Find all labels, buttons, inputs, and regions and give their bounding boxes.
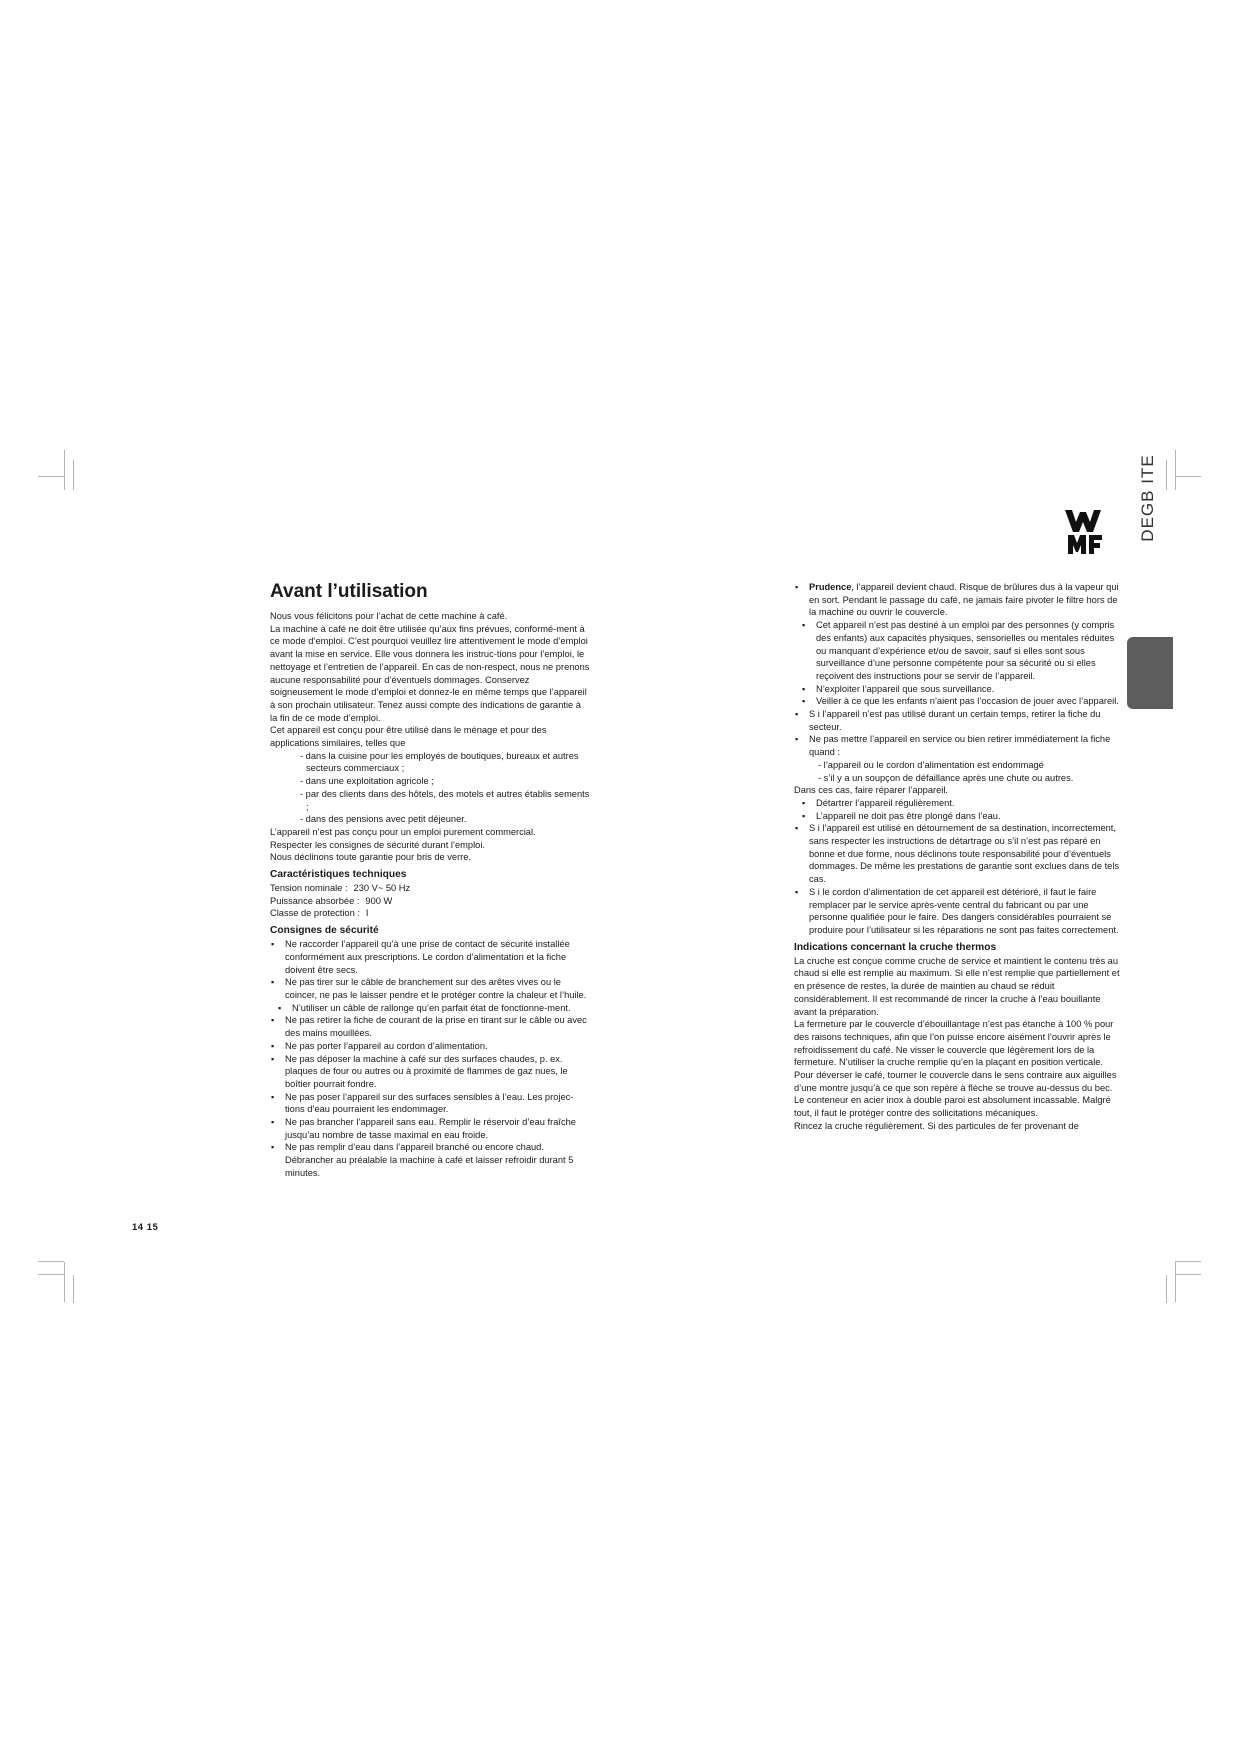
- crop-mark: [73, 1275, 74, 1303]
- spec-label: Puissance absorbée :: [270, 895, 360, 906]
- section-tab: [1127, 637, 1173, 709]
- crop-mark: [1166, 460, 1167, 490]
- left-column: [270, 580, 590, 1180]
- use-item: - dans des pensions avec petit déjeuner.: [300, 814, 467, 825]
- language-codes: [1138, 448, 1158, 548]
- safety-item: ▪ Ne pas brancher l’appareil sans eau. Remplir le réservoir d’eau fraîche jusqu’au nombre de tasse maximal en eau froide.: [270, 1116, 590, 1141]
- safety-item: ▪ Détartrer l’appareil régulièrement.: [794, 797, 1124, 810]
- prudence-text: , l’appareil devient chaud. Risque de brûlures dus à la vapeur qui en sort. Pendant le passage du café, ne jamais faire pivoter le filtre hors de la machine ou ouvrir le couvercle.: [809, 582, 1119, 618]
- crop-mark: [1166, 1275, 1167, 1303]
- safety-item: ▪ Ne pas mettre l’appareil en service ou bien retirer immédiatement la fiche quand :: [794, 733, 1124, 758]
- use-item: - par des clients dans des hôtels, des motels et autres établis sements ;: [300, 788, 590, 812]
- safety-item: ▪ Ne pas tirer sur le câble de branchement sur des arêtes vives ou le coincer, ne pas le laisser pendre et le protéger contre la chaleur et l’huile.: [270, 976, 590, 1001]
- spec-value: 230 V~ 50 Hz: [353, 883, 411, 894]
- safety-item: ▪ Ne pas poser l’appareil sur des surfaces sensibles à l’eau. Les projec-tions d’eau pourraient les endommager.: [270, 1091, 590, 1116]
- safety-item: ▪ L’appareil ne doit pas être plongé dans l’eau.: [794, 810, 1124, 823]
- spec-label: Tension nominale :: [270, 883, 348, 894]
- language-codes-text: DEGB ITE: [1138, 454, 1157, 542]
- thermos-paragraph: La cruche est conçue comme cruche de service et maintient le contenu très au chaud si elle est remplie au maximum. Si elle n’est remplie que partiellement et en présence de restes, la durée de maintien au chaud se réduit considérablement. Il est recommandé de rincer la cruche à l’eau bouillante avant la préparation.: [794, 955, 1120, 1017]
- spec-value: 900 W: [365, 895, 393, 906]
- safety-item: ▪ Veiller à ce que les enfants n’aient pas l’occasion de jouer avec l’appareil.: [794, 695, 1124, 708]
- safety-item: ▪ S i l’appareil n’est pas utilisé durant un certain temps, retirer la fiche du secteur.: [794, 708, 1124, 733]
- right-column: [794, 581, 1124, 1133]
- outro-paragraph: Nous déclinons toute garantie pour bris de verre.: [270, 852, 472, 863]
- intro-paragraph: La machine à café ne doit être utilisée qu’aux fins prévues, conformé-ment à ce mode d’emploi. C’est pourquoi veuillez lire attentivement le mode d’emploi avant la mise en service. Elle vous donnera les instruc-tions pour l’emploi, le nettoyage et l’entretien de l’appareil. En cas de non-respect, nous ne prenons aucune responsabilité pour d’éventuels dommages. Conservez soigneusement le mode d’emploi et donnez-le en même temps que l’appareil à son prochain utilisateur. Tenez aussi compte des indications de garantie à la fin de ce mode d’emploi.: [270, 623, 590, 723]
- safety-item: ▪ Ne pas remplir d’eau dans l’appareil branché ou encore chaud. Débrancher au préalable la machine à café et laisser refroidir durant 5 minutes.: [270, 1141, 590, 1179]
- wmf-logo-icon: [1063, 508, 1107, 561]
- crop-mark: [38, 1261, 64, 1262]
- crop-mark: [1175, 1261, 1201, 1262]
- intro-paragraph: Cet appareil est conçu pour être utilisé dans le ménage et pour des applications similaires, telles que: [270, 725, 547, 749]
- use-item: - dans la cuisine pour les employés de boutiques, bureaux et autres secteurs commerciaux ;: [300, 750, 579, 774]
- intro-paragraph: Nous vous félicitons pour l’achat de cette machine à café.: [270, 611, 508, 621]
- defect-item: - l’appareil ou le cordon d’alimentation est endommagé: [818, 759, 1044, 770]
- page-numbers: 14 15: [132, 1222, 159, 1233]
- safety-item: ▪ Cet appareil n’est pas destiné à un emploi par des personnes (y compris des enfants) aux capacités physiques, sensorielles ou mentales réduites ou manquant d’expérience et/ou de savoir, sauf si elles sont sous surveillance d’une personne compétente pour sa sécurité ou si elles reçoivent des instructions pour se servir de l’appareil.: [794, 619, 1124, 683]
- crop-mark: [1175, 1262, 1176, 1302]
- spec-label: Classe de protection :: [270, 908, 360, 919]
- thermos-paragraph: Rincez la cruche régulièrement. Si des particules de fer provenant de: [794, 1120, 1079, 1131]
- crop-mark: [38, 1274, 64, 1275]
- crop-mark: [73, 460, 74, 490]
- safety-item: ▪ Ne pas retirer la fiche de courant de la prise en tirant sur le câble ou avec des mains mouillées.: [270, 1014, 590, 1039]
- tech-heading: Caractéristiques techniques: [270, 869, 407, 881]
- thermos-paragraph: Pour déverser le café, tourner le couvercle dans le sens contraire aux aiguilles d’une montre jusqu’à ce que son repère à flèche se trouve au-dessus du bec.: [794, 1070, 1117, 1093]
- safety-item: ▪ Ne pas déposer la machine à café sur des surfaces chaudes, p. ex. plaques de four ou autres ou à proximité de flammes de gaz nues, le boîtier pourrait fondre.: [270, 1053, 590, 1091]
- use-item: - dans une exploitation agricole ;: [300, 776, 434, 787]
- safety-heading: Consignes de sécurité: [270, 925, 379, 937]
- crop-mark: [64, 450, 65, 490]
- outro-paragraph: Respecter les consignes de sécurité durant l’emploi.: [270, 839, 485, 850]
- safety-list-continued: [794, 797, 1124, 937]
- spec-row: [270, 907, 590, 920]
- crop-mark: [38, 476, 64, 477]
- safety-list-continued: [794, 581, 1124, 759]
- safety-item: ▪ Ne pas porter l’appareil au cordon d’alimentation.: [270, 1040, 590, 1053]
- thermos-heading: Indications concernant la cruche thermos: [794, 941, 997, 953]
- safety-item: ▪ S i l’appareil est utilisé en détournement de sa destination, incorrectement, sans respecter les instructions de détartrage ou s’il n’est pas réparé en bonne et due forme, nous déclinons toute responsabilité pour d’éventuels dommages. De même les prestations de garantie sont exclues dans de tels cas.: [794, 822, 1124, 886]
- defect-item: - s’il y a un soupçon de défaillance après une chute ou autres.: [818, 772, 1074, 783]
- crop-mark: [64, 1262, 65, 1302]
- crop-mark: [1175, 450, 1176, 490]
- spec-row: [270, 882, 590, 895]
- prudence-label: Prudence: [809, 582, 852, 592]
- repair-note: Dans ces cas, faire réparer l’appareil.: [794, 785, 948, 796]
- outro-paragraph: L’appareil n’est pas conçu pour un emploi purement commercial.: [270, 826, 536, 837]
- safety-item: ▪ N’utiliser un câble de rallonge qu’en parfait état de fonctionne-ment.: [270, 1002, 590, 1015]
- thermos-paragraph: La fermeture par le couvercle d’ébouillantage n’est pas étanche à 100 % pour des raisons techniques, afin que l’on puisse encore aisément l’ouvrir après le refroidissement du café. Ne visser le couvercle que légèrement lors de la fermeture. N’utiliser la cruche remplie qu’en la plaçant en position verticale.: [794, 1019, 1114, 1068]
- spec-value: I: [365, 908, 369, 919]
- spec-row: [270, 895, 590, 908]
- safety-list: [270, 938, 590, 1179]
- crop-mark: [1175, 1274, 1201, 1275]
- thermos-paragraph: Le conteneur en acier inox à double paroi est absolument incassable. Malgré tout, il faut le protéger contre des sollicitations mécaniques.: [794, 1095, 1111, 1119]
- safety-item: ▪ S i le cordon d’alimentation de cet appareil est détérioré, il faut le faire remplacer par le service après-vente central du fabricant ou par une personne qualifiée pour le faire. Des dangers considérables pourraient se produire pour l’utilisateur si les réparations ne sont pas faites correctement.: [794, 886, 1124, 937]
- safety-item: [794, 581, 1124, 619]
- page-title: Avant l’utilisation: [270, 581, 428, 602]
- safety-item: ▪ N’exploiter l’appareil que sous surveillance.: [794, 683, 1124, 696]
- crop-mark: [1175, 476, 1201, 477]
- safety-item: ▪ Ne raccorder l’appareil qu’à une prise de contact de sécurité installée conformément aux prescriptions. Le cordon d’alimentation et la fiche doivent être secs.: [270, 938, 590, 976]
